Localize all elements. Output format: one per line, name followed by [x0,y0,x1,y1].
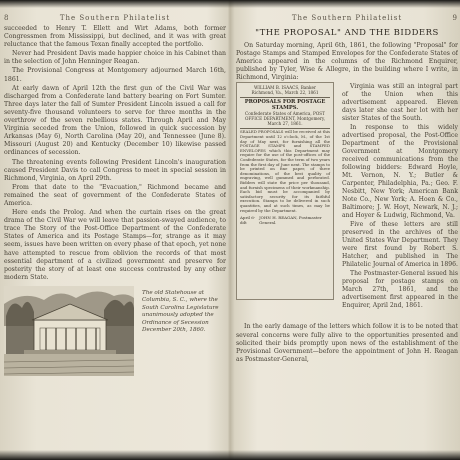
right-page-number: 9 [452,14,458,22]
left-paragraph: succeeded to Henry T. Ellett and Wirt Adams, both former Congressmen from Mississippi, but declined, and it was with great reluctance that the famous Texan finally accepted the portfolio. [4,25,226,49]
left-page [4,14,226,454]
clipping-rule [240,97,330,98]
side-paragraph: In response to this widely advertised proposal, the Post-Office Department of the Provisional Government at Montgomery received communications from the following bidders: Edward Hoyle, Mt. Vernon, N. Y.; Butler & Carpenter, Philadelphia, Pa.; Geo. F. Nesbitt, New York; American Bank Note Co., New York; A. Hoen & Co., Baltimore; J. W. Hoyt, Newark, N. J.; and Hoyer & Ludwig, Richmond, Va. [342,124,458,220]
left-paragraph: The threatening events following President Lincoln's inauguration caused President Davis to call Congress to meet in special session in Richmond, Virginia, on April 29th. [4,158,226,182]
left-paragraph: Never had President Davis made happier choice in his Cabinet than in the selection of John Henninger Reagan. [4,50,226,66]
left-running-head [4,14,226,24]
left-paragraph: At early dawn of April 12th the first gun of the Civil War was discharged from a Confederate land battery bearing on Fort Sumter. Three days later the fall of Sumter President Lincoln issued a call for seventy-five thousand volunteers to serve for three months in the overthrow of the seven rebellious states. Through April and May Virginia seceded from the Union, followed in quick succession by Arkansas (May 6), North Carolina (May 20), and Tennessee (June 8). Missouri (August 20) and Kentucky (December 10) likewise passed ordinances of secession. [4,84,226,157]
side-paragraph: Virginia was still an integral part of the Union when this advertisement appeared. Eleven days later she cast her lot with her sister States of the South. [342,83,458,123]
side-paragraph: Five of these letters are still preserved in the archives of the United States War Department. They were first found by Robert S. Hatcher, and published in The Philatelic Journal of America in 1896. [342,221,458,269]
right-running-head-text: The Southern Philatelist [291,14,403,22]
left-running-head-text: The Southern Philatelist [59,14,171,22]
section-title: "THE PROPOSAL" AND THE BIDDERS [255,28,439,38]
left-paragraph: The Provisional Congress at Montgomery adjourned March 16th, 1861. [4,67,226,83]
right-columns [236,82,458,322]
newspaper-clipping [236,82,334,300]
clipping-signature-left: April 6-ddt [240,215,256,226]
statehouse-engraving [4,286,134,376]
clipping-subtitle: Confederate States of America, POST OFFICE DEPARTMENT, Montgomery, March 27, 1861. [244,111,326,127]
clipping-banker-line: WILLIAM B. ISAACS, Banker [253,85,316,91]
statehouse-figure [4,286,226,380]
statehouse-caption: The old Statehouse at Columbia, S. C., where the South Carolina Legislature unanimously adopted the Ordinance of Secession December 20th, 1860. [142,289,219,333]
clipping-signature [240,215,330,225]
bottom-paragraph: In the early damage of the letters which follow it is to be noted that several concerns were fully alive to the opportunities presented and solicited their bids promptly upon news of the establishment of the Provisional Government—before the appointment of John H. Reagan as Postmaster-General, [236,323,458,363]
clipping-address: Richmond, Va., March 22, 1861 [251,90,319,96]
clipping-signature-right: JOHN H. REAGAN, Postmaster General. [259,215,322,226]
bottom-shadow [0,450,460,460]
left-page-number: 8 [4,14,10,22]
clipping-text: SEALED PROPOSALS will be received at this Department until 12 o'clock, M., of the 1st day of May next, for furnishing all the POSTAGE STAMPS and STAMPED ENVELOPES which this Department may require for the use of the post-offices of the Confederate States, for the term of two years from the first day of June next. The stamps to be printed on fine paper, of three denominations, of the best quality of engraving, well gummed and perforated. Bidders will state the price per thousand, and furnish specimens of their workmanship. Each bid must be accompanied by satisfactory security for its faithful execution. Stamps to be delivered in such quantities, and at such times, as may be required by the Department. [240,129,330,213]
side-column [342,82,458,310]
side-paragraph: The Postmaster-General issued his proposal for postage stamps on March 27th, 1861, and the advertisement first appeared in the Enquirer, April 2nd, 1861. [342,270,458,310]
left-paragraph: Here ends the Prolog. And when the curtain rises on the great drama of the Civil War we will leave that passion-swayed audience, to trace The Story of the Post-Office Department of the Confederate States of America and its Postage Stamps—for, strange as it may seem, issues have been written on every phase of that epoch, yet none have attempted to rescue from oblivion the records of that most essential department of a civilized government and preserve for posterity the story of at least one success contrasted by any other modern State. [4,209,226,281]
right-page [236,14,458,454]
right-running-head [236,14,458,24]
top-shadow [0,0,460,8]
left-paragraph: From that date to the "Evacuation," Richmond became and remained the seat of government of the Confederate States of America. [4,183,226,207]
clipping-title: PROPOSALS FOR POSTAGE STAMPS. [244,99,326,112]
intro-paragraph: On Saturday morning, April 6th, 1861, the following "Proposal" for Postage Stamps and Stamped Envelopes for the Confederate States of America appeared in the columns of the Richmond Enquirer, published by Tyler, Wise & Allegre, in the building where I write, in Richmond, Virginia: [236,42,458,82]
